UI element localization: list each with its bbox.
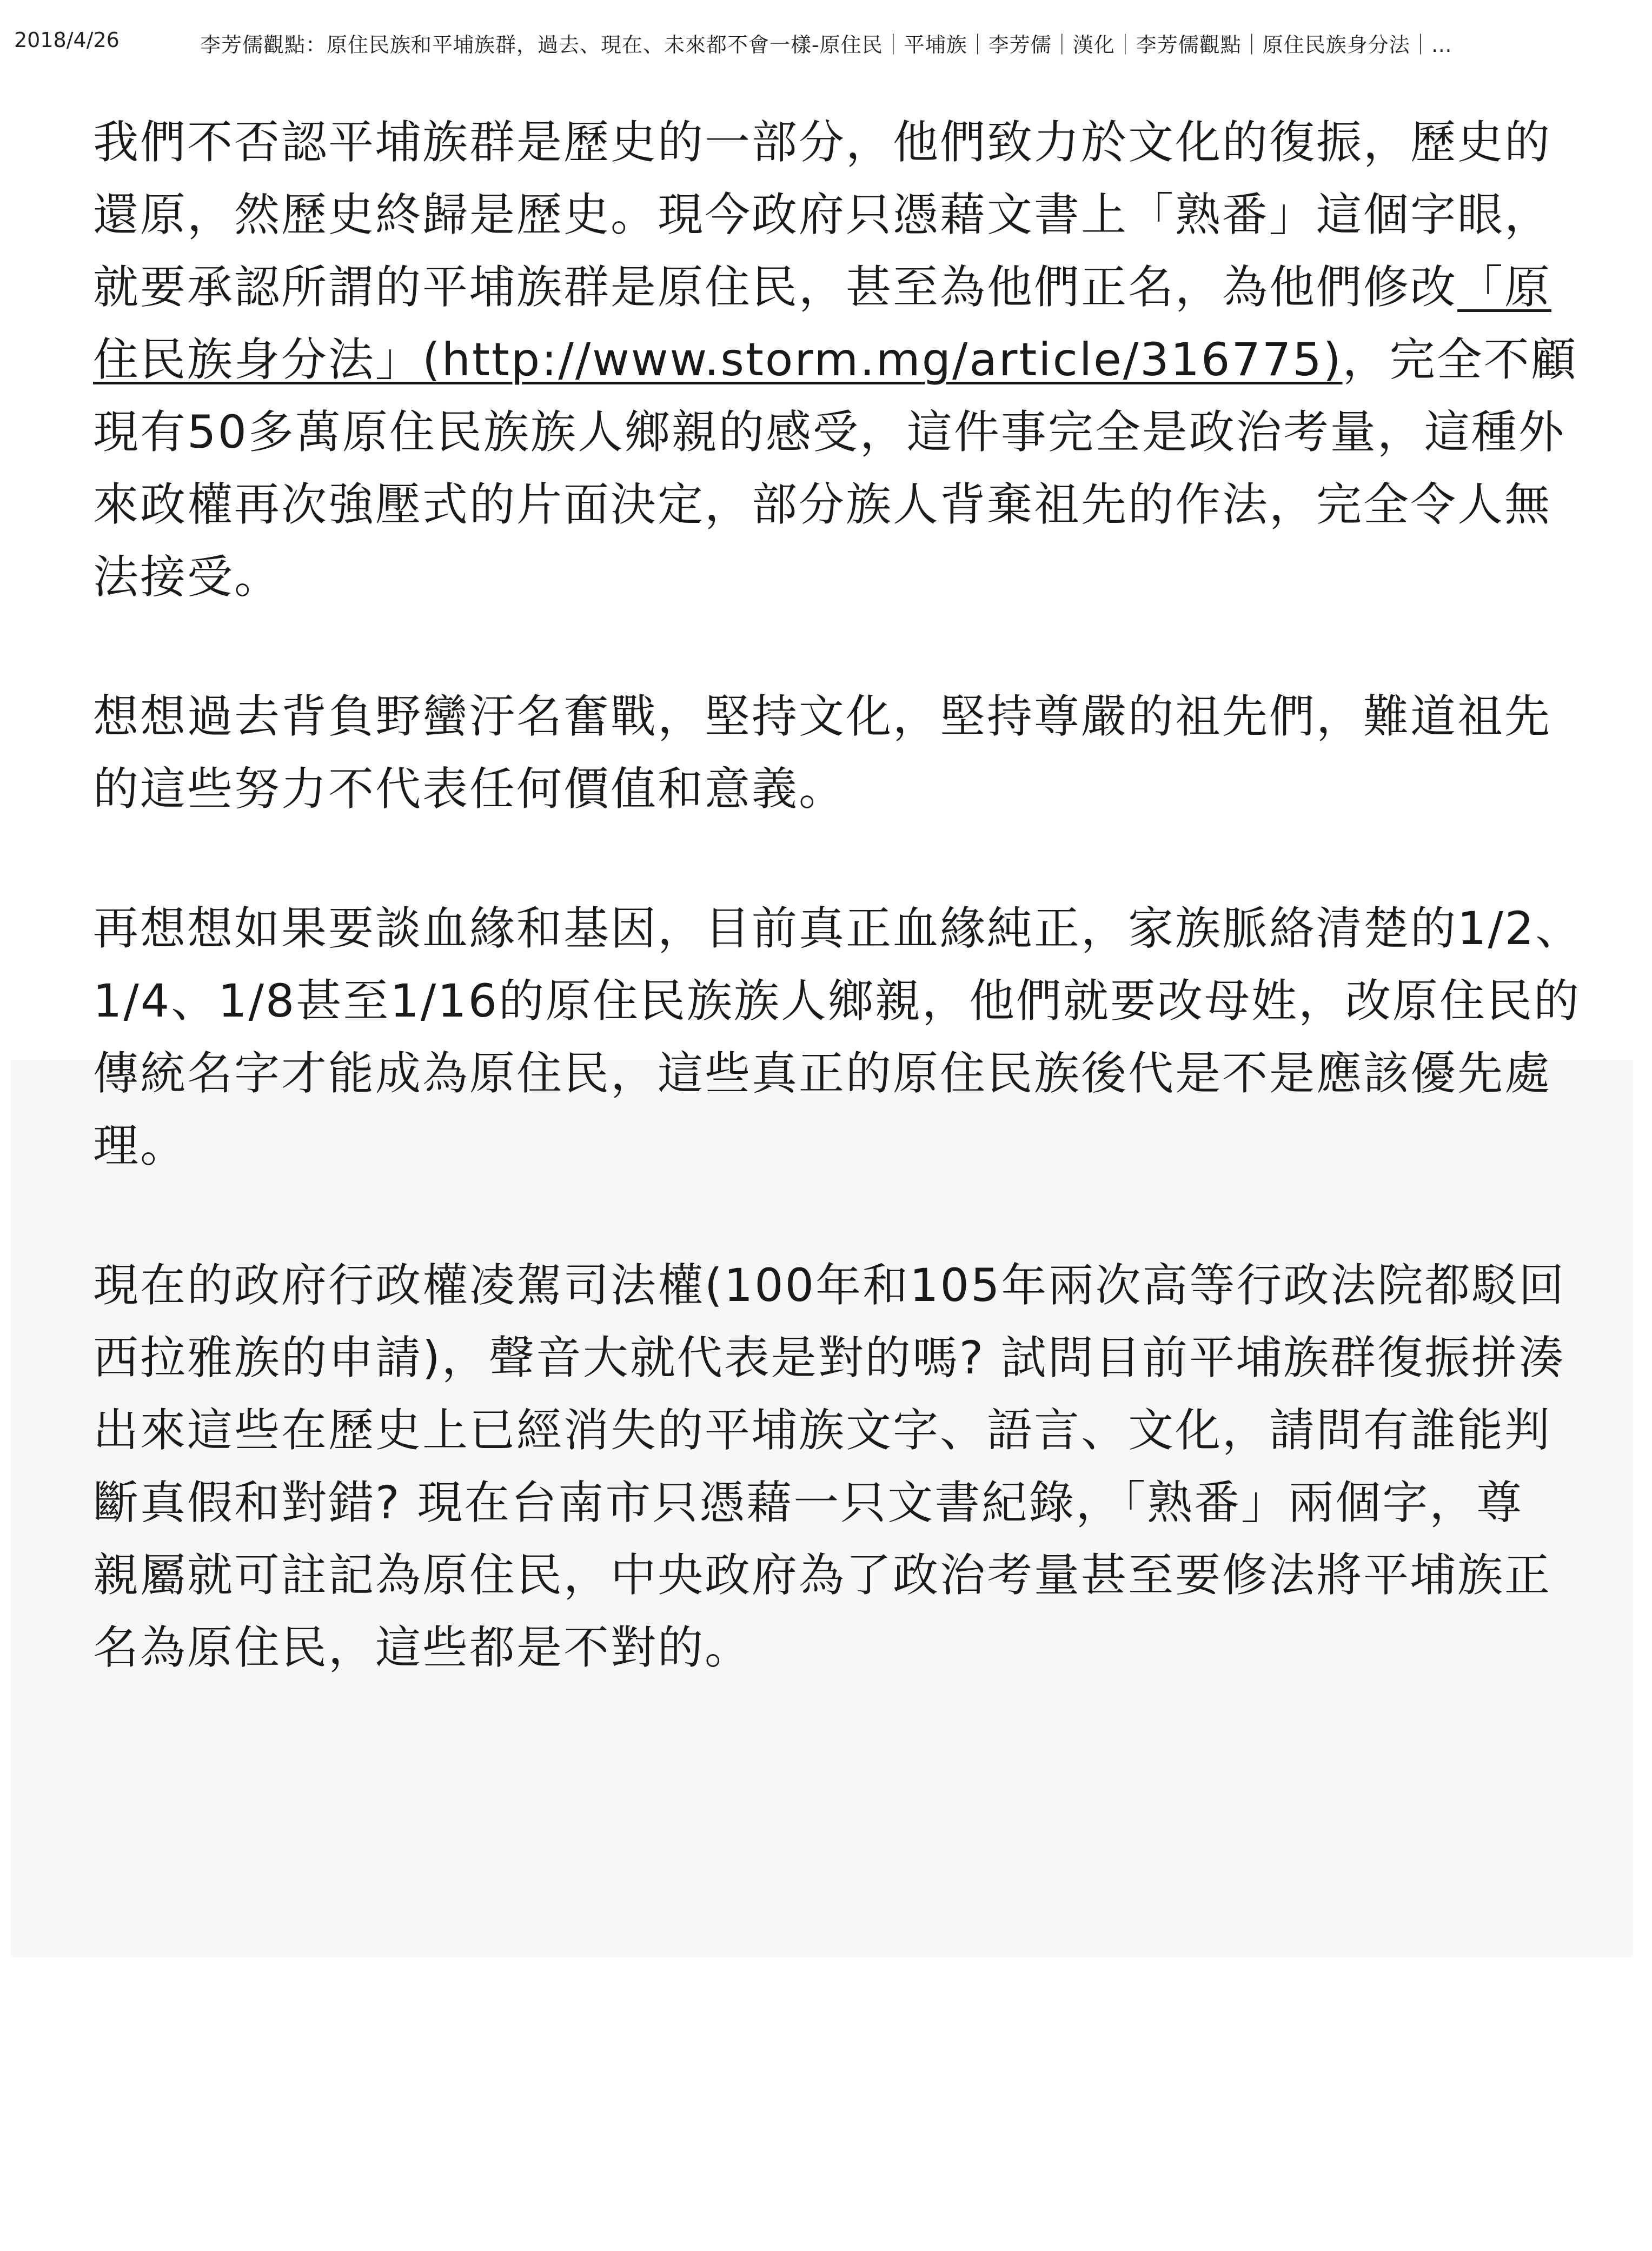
- text-line: 親屬就可註記為原住民，中央政府為了政治考量甚至要修法將平埔族正: [93, 1549, 1552, 1602]
- text-line: 法接受。: [93, 550, 282, 603]
- text-segment: ，完全不顧: [1342, 333, 1578, 386]
- text-line: 1/4、1/8甚至1/16的原住民族族人鄉親，他們就要改母姓，改原住民的: [93, 974, 1581, 1027]
- text-line: 出來這些在歷史上已經消失的平埔族文字、語言、文化，請問有誰能判: [93, 1404, 1552, 1457]
- law-link-part2[interactable]: 住民族身分法」: [93, 333, 423, 386]
- text-line: 現有50多萬原住民族族人鄉親的感受，這件事完全是政治考量，這種外: [93, 406, 1565, 459]
- paragraph-3: [93, 892, 1585, 1182]
- text-line: 想想過去背負野蠻汙名奮戰，堅持文化，堅持尊嚴的祖先們，難道祖先: [93, 690, 1552, 743]
- text-line: 現在的政府行政權凌駕司法權(100年和105年兩次高等行政法院都駁回: [93, 1259, 1566, 1312]
- law-link-part1[interactable]: 「原: [1457, 261, 1552, 314]
- article-url-link[interactable]: (http://www.storm.mg/article/316775): [422, 333, 1343, 386]
- paragraph-2: [93, 680, 1585, 825]
- text-line: 來政權再次強壓式的片面決定，部分族人背棄祖先的作法，完全令人無: [93, 478, 1552, 531]
- text-line: [93, 251, 1585, 323]
- text-line: 名為原住民，這些都是不對的。: [93, 1621, 752, 1674]
- paragraph-1: [93, 106, 1585, 613]
- article-body: [93, 106, 1585, 1751]
- text-line: 西拉雅族的申請)，聲音大就代表是對的嗎? 試問目前平埔族群復振拼湊: [93, 1331, 1566, 1384]
- text-line: 理。: [93, 1119, 188, 1172]
- print-date: 2018/4/26: [14, 28, 120, 52]
- text-line: 的這些努力不代表任何價值和意義。: [93, 762, 846, 815]
- print-header: [0, 28, 1652, 61]
- text-line: 我們不否認平埔族群是歷史的一部分，他們致力於文化的復振，歷史的: [93, 116, 1552, 169]
- text-line: 傳統名字才能成為原住民，這些真正的原住民族後代是不是應該優先處: [93, 1047, 1552, 1100]
- text-segment: 就要承認所謂的平埔族群是原住民，甚至為他們正名，為他們修改: [93, 261, 1458, 314]
- text-line: [93, 323, 1585, 396]
- text-line: 還原，然歷史終歸是歷史。現今政府只憑藉文書上「熟番」這個字眼，: [93, 188, 1552, 241]
- page-title: 李芳儒觀點：原住民族和平埔族群，過去、現在、未來都不會一樣-原住民｜平埔族｜李芳儒｜漢化｜李芳儒觀點｜原住民族身分法｜…: [200, 33, 1452, 57]
- paragraph-4: [93, 1249, 1585, 1684]
- text-line: 再想想如果要談血緣和基因，目前真正血緣純正，家族脈絡清楚的1/2、: [93, 902, 1583, 955]
- text-line: 斷真假和對錯? 現在台南市只憑藉一只文書紀錄，「熟番」兩個字，尊: [93, 1476, 1524, 1529]
